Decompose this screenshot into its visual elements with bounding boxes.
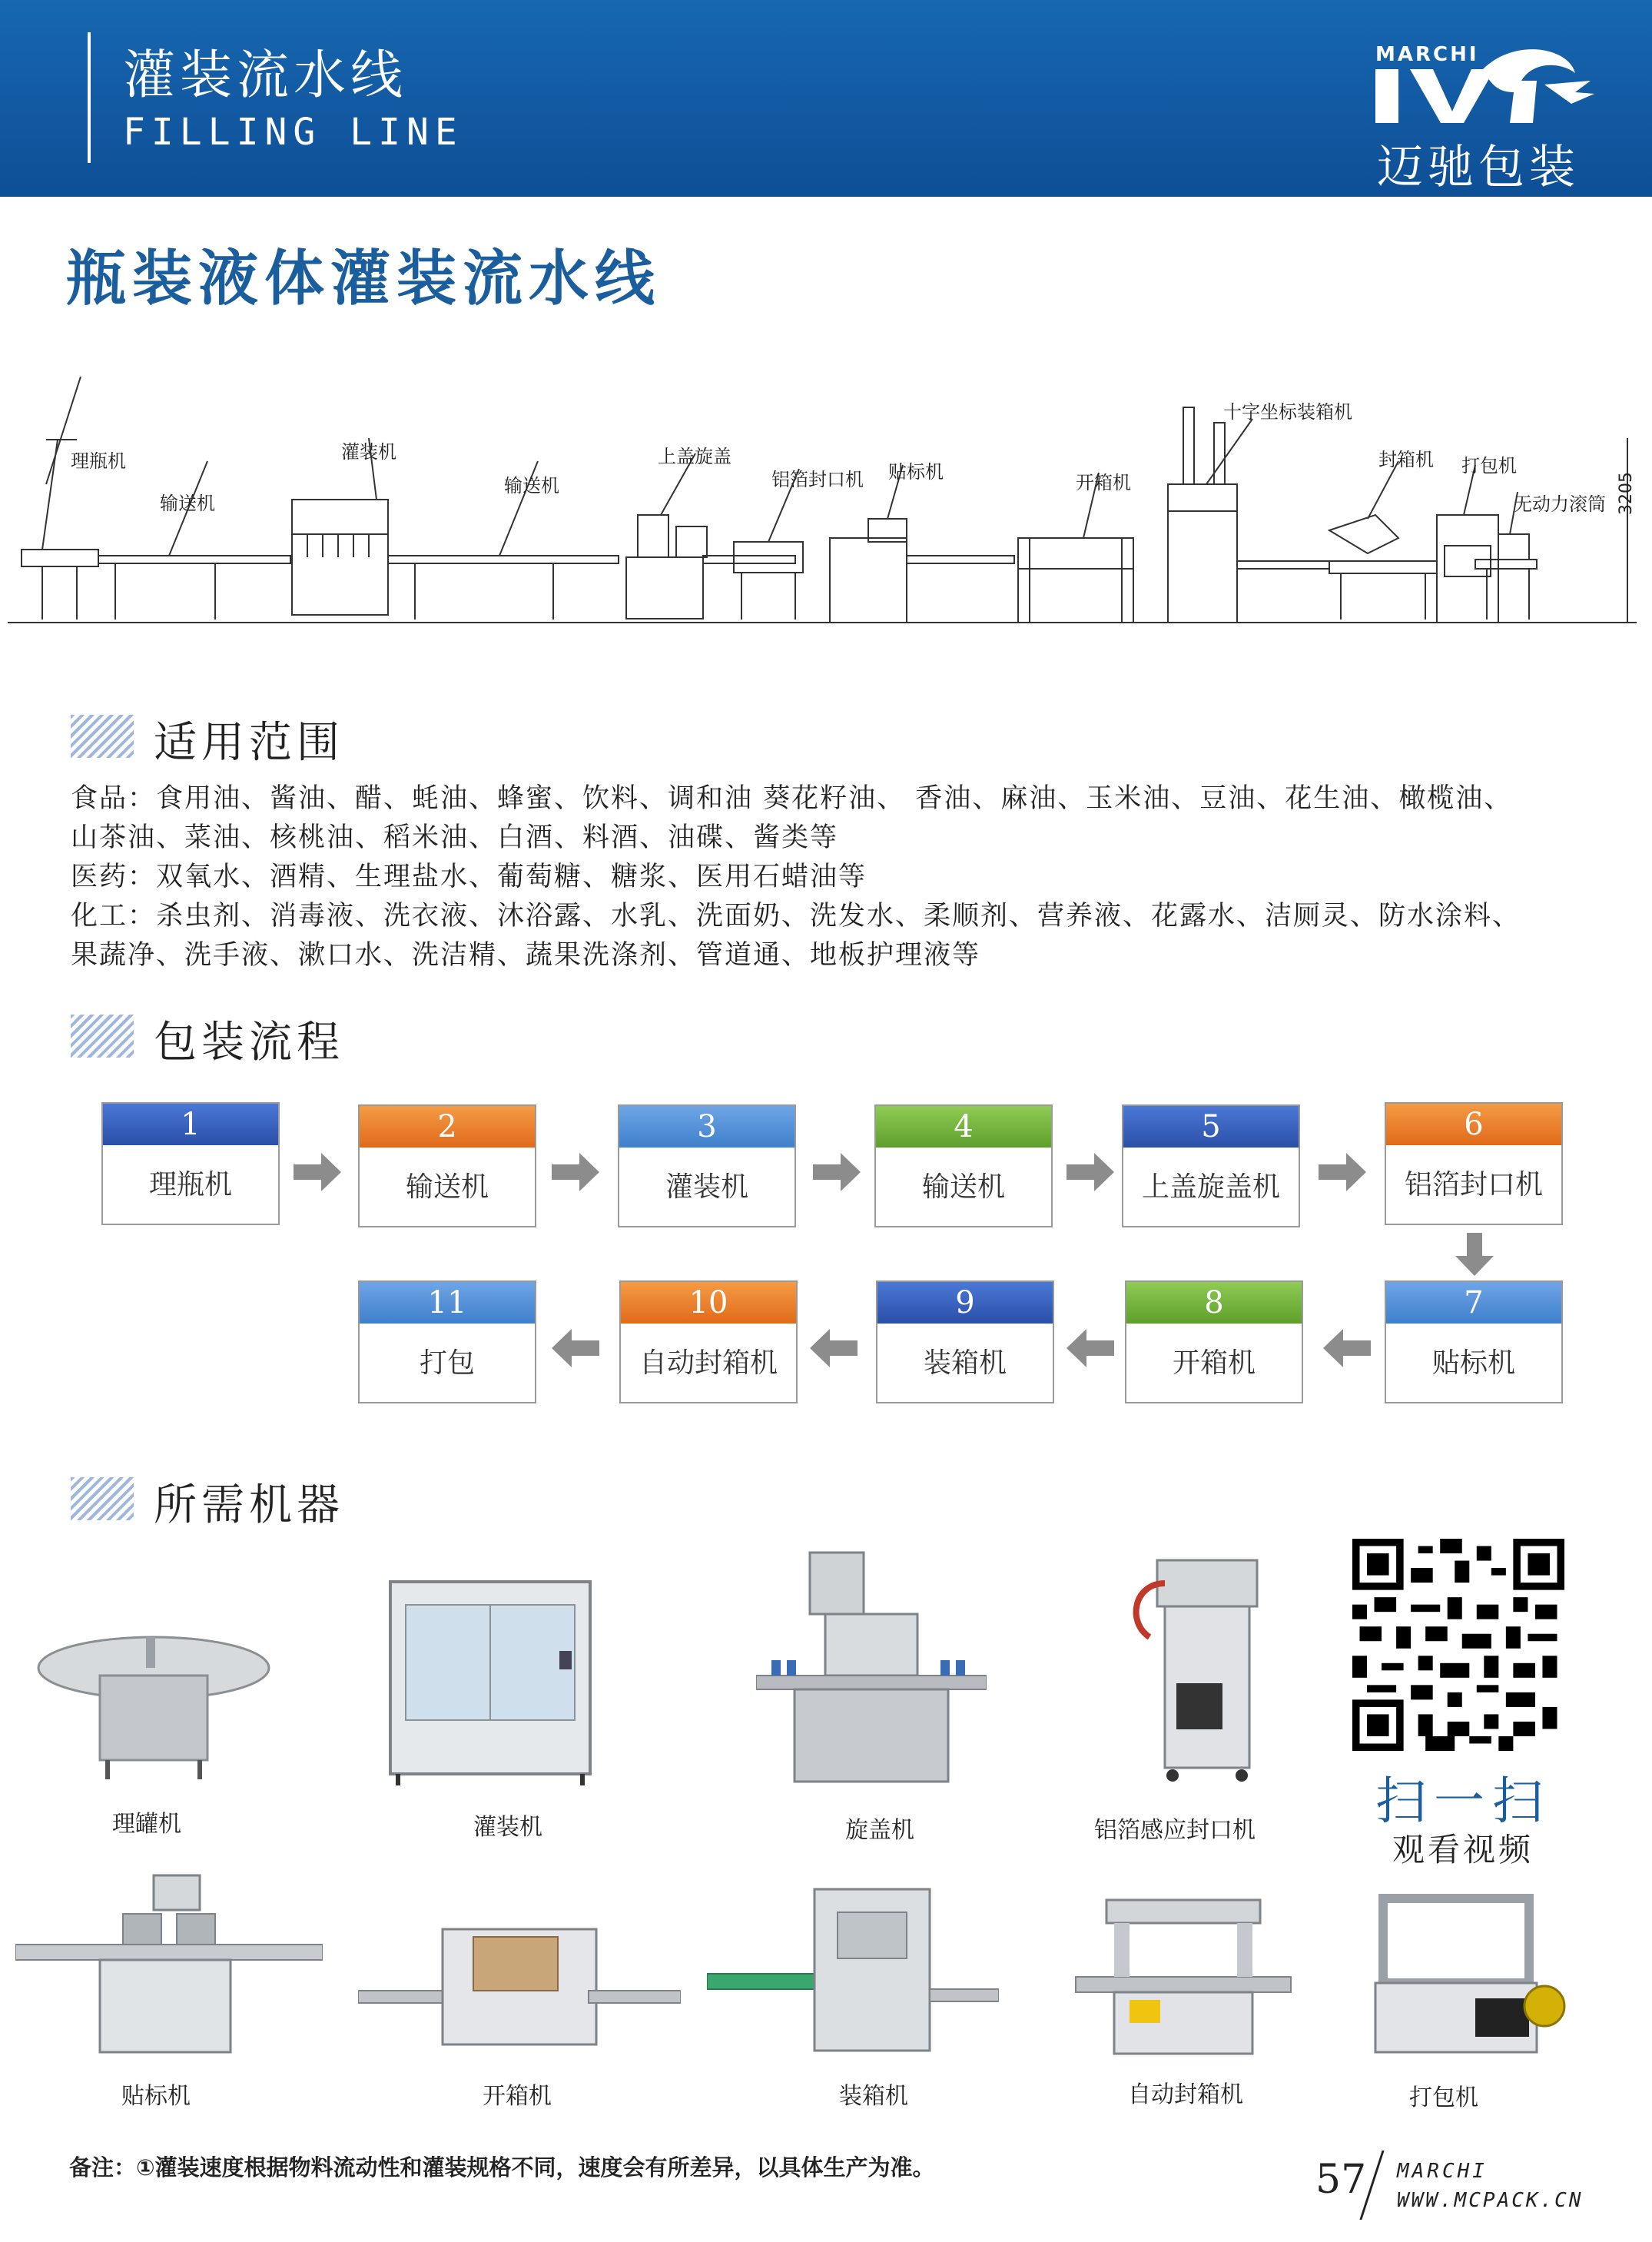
machine-filler <box>383 1574 598 1843</box>
arrow-right-icon <box>552 1153 599 1191</box>
hatch-icon <box>71 715 134 758</box>
header-title-cn: 灌装流水线 <box>123 45 408 106</box>
machine-caption: 铝箔感应封口机 <box>1094 1817 1256 1844</box>
process-step-4 <box>874 1104 1053 1227</box>
process-step-9 <box>876 1280 1054 1403</box>
step-label: 输送机 <box>405 1171 489 1203</box>
diagram-label-case-erector: 开箱机 <box>1076 472 1131 493</box>
process-step-5 <box>1122 1104 1300 1227</box>
step-label: 输送机 <box>921 1171 1005 1203</box>
header-divider <box>88 32 91 163</box>
unscrambler-icon <box>23 1614 284 1783</box>
arrow-right-icon <box>813 1153 861 1191</box>
process-step-10 <box>619 1280 798 1403</box>
process-step-3 <box>618 1104 796 1227</box>
arrow-left-icon <box>1323 1329 1371 1367</box>
case-erector-icon <box>358 1898 681 2060</box>
scope-text <box>71 779 1638 975</box>
case-sealer-icon <box>1068 1885 1299 2061</box>
machine-caption: 旋盖机 <box>845 1817 914 1844</box>
step-number: 11 <box>360 1282 535 1324</box>
step-label: 装箱机 <box>923 1347 1007 1379</box>
hatch-icon <box>71 1477 134 1520</box>
step-label: 打包 <box>419 1347 475 1379</box>
step-number: 1 <box>103 1104 278 1145</box>
machine-sealer <box>1088 1553 1303 1845</box>
scope-line: 食品：食用油、酱油、醋、蚝油、蜂蜜、饮料、调和油 葵花籽油、 香油、麻油、玉米油、豆油、花生油、橄榄油、 <box>71 783 1513 814</box>
diagram-label-conveyor-1: 输送机 <box>160 493 215 514</box>
step-label: 贴标机 <box>1431 1347 1515 1379</box>
brand-logo <box>1368 15 1598 194</box>
arrow-left-icon <box>1067 1329 1114 1367</box>
machine-capper <box>756 1545 987 1845</box>
diagram-label-cross-packer: 十字坐标装箱机 <box>1223 401 1352 423</box>
machine-caption: 打包机 <box>1409 2084 1478 2111</box>
diagram-label-strapper: 打包机 <box>1461 455 1517 477</box>
section-title: 所需机器 <box>154 1480 344 1530</box>
diagram-label-capper: 上盖旋盖 <box>658 446 731 467</box>
process-step-7 <box>1385 1280 1563 1403</box>
machine-strapper <box>1360 1891 1575 2114</box>
qr-scan-label: 扫一扫 <box>1375 1772 1551 1831</box>
step-number: 6 <box>1386 1104 1561 1145</box>
diagram-label-case-sealer: 封箱机 <box>1378 449 1434 470</box>
diagram-label-roller: 无动力滚筒 <box>1514 493 1606 515</box>
logo-mark-icon <box>1368 38 1598 131</box>
machine-case-erector <box>358 1898 681 2114</box>
diagram-label-conveyor-2: 输送机 <box>504 475 559 497</box>
case-packer-icon <box>707 1882 999 2058</box>
labeler-icon <box>15 1868 323 2060</box>
arrow-down-icon <box>1455 1233 1494 1276</box>
arrow-left-icon <box>552 1329 599 1367</box>
machine-unscrambler <box>23 1614 284 1845</box>
step-label: 上盖旋盖机 <box>1141 1171 1280 1203</box>
step-number: 9 <box>877 1282 1053 1324</box>
step-number: 5 <box>1123 1106 1299 1148</box>
hatch-icon <box>71 1015 134 1058</box>
step-label: 灌装机 <box>665 1171 748 1203</box>
section-title: 包装流程 <box>154 1018 344 1068</box>
scope-line: 医药：双氧水、酒精、生理盐水、葡萄糖、糖浆、医用石蜡油等 <box>71 862 867 892</box>
arrow-left-icon <box>810 1329 858 1367</box>
machine-case-sealer <box>1068 1885 1299 2114</box>
capper-icon <box>756 1545 987 1791</box>
process-step-6 <box>1385 1102 1563 1225</box>
process-step-2 <box>358 1104 536 1227</box>
diagram-label-sealer: 铝箔封口机 <box>771 469 864 490</box>
machine-caption: 贴标机 <box>121 2083 191 2110</box>
diagram-label-unscrambler: 理瓶机 <box>71 450 126 472</box>
qr-code-icon[interactable] <box>1352 1539 1564 1751</box>
section-title: 适用范围 <box>154 718 344 768</box>
step-number: 2 <box>360 1106 535 1148</box>
step-number: 3 <box>619 1106 794 1148</box>
page-title: 瓶装液体灌装流水线 <box>66 244 662 314</box>
header-band <box>0 0 1652 197</box>
machine-caption: 理罐机 <box>112 1811 181 1838</box>
machine-caption: 自动封箱机 <box>1128 2081 1243 2108</box>
scope-line: 果蔬净、洗手液、漱口水、洗洁精、蔬果洗涤剂、管道通、地板护理液等 <box>71 940 981 971</box>
arrow-right-icon <box>1319 1153 1366 1191</box>
logo-text: MARCHI <box>1375 43 1479 66</box>
step-number: 10 <box>621 1282 796 1324</box>
filler-icon <box>383 1574 598 1789</box>
step-number: 8 <box>1126 1282 1302 1324</box>
machine-caption: 装箱机 <box>839 2083 908 2110</box>
diagram-height-dimension: 3205 <box>1617 472 1636 515</box>
arrow-right-icon <box>1067 1153 1114 1191</box>
page-number: 57 <box>1315 2157 1367 2203</box>
step-number: 4 <box>876 1106 1051 1148</box>
footer-note: 备注：①灌装速度根据物料流动性和灌装规格不同，速度会有所差异，以具体生产为准。 <box>69 2154 935 2181</box>
scope-line: 化工：杀虫剂、消毒液、洗衣液、沐浴露、水乳、洗面奶、洗发水、柔顺剂、营养液、花露水、洁厕灵、防水涂料、 <box>71 901 1521 932</box>
machine-case-packer <box>707 1882 999 2114</box>
process-step-8 <box>1125 1280 1303 1403</box>
line-drawing <box>0 377 1652 638</box>
step-label: 理瓶机 <box>148 1169 232 1201</box>
scope-line: 山茶油、菜油、核桃油、稻米油、白酒、料酒、油碟、酱类等 <box>71 822 839 853</box>
filling-line-diagram <box>0 377 1652 638</box>
footer-url[interactable]: WWW.MCPACK.CN <box>1397 2189 1584 2212</box>
diagram-label-labeler: 贴标机 <box>888 461 944 483</box>
machine-caption: 灌装机 <box>473 1814 542 1841</box>
footer-brand: MARCHI <box>1397 2160 1488 2183</box>
step-label: 铝箔封口机 <box>1404 1169 1543 1201</box>
process-step-11 <box>358 1280 536 1403</box>
header-title-en: FILLING LINE <box>123 111 463 154</box>
sealer-icon <box>1119 1553 1272 1783</box>
step-label: 开箱机 <box>1172 1347 1256 1379</box>
brand-name: 迈驰包装 <box>1377 141 1580 194</box>
diagram-label-filler: 灌装机 <box>341 441 396 463</box>
arrow-right-icon <box>294 1153 341 1191</box>
process-step-1 <box>101 1102 280 1225</box>
step-number: 7 <box>1386 1282 1561 1324</box>
strapper-icon <box>1360 1891 1575 2068</box>
qr-watch-label: 观看视频 <box>1392 1831 1534 1868</box>
step-label: 自动封箱机 <box>639 1347 778 1379</box>
machine-caption: 开箱机 <box>483 2083 552 2110</box>
machine-labeler <box>15 1868 323 2114</box>
